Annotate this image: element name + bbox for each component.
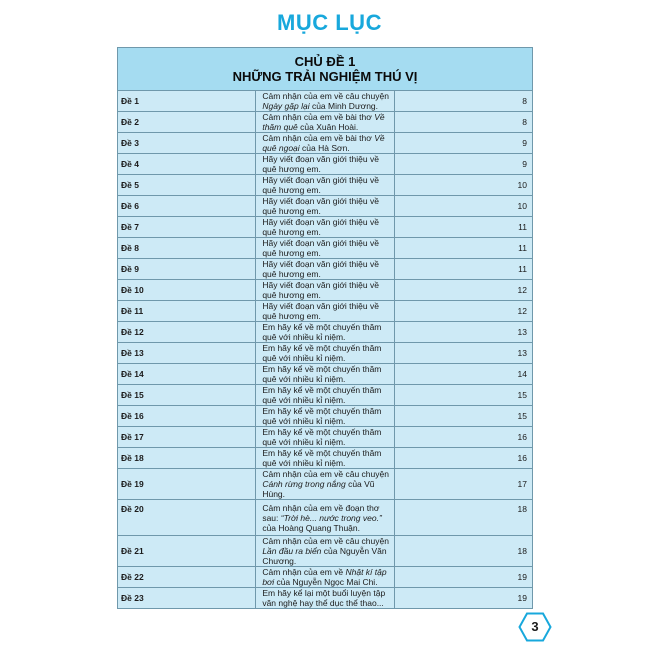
toc-row	[118, 280, 533, 301]
section-header-cell	[118, 48, 533, 91]
toc-row-number: Đề 1	[118, 91, 256, 112]
toc-row	[118, 406, 533, 427]
toc-row-title-pre: Cảm nhận của em về bài thơ	[262, 133, 375, 143]
toc-row-title	[256, 500, 394, 536]
toc-row-title	[256, 217, 394, 238]
toc-row-title-pre: Em hãy kể lại một buổi luyện tập văn nghệ hay thể dục thể thao...	[262, 588, 386, 608]
toc-row-title-pre: Cảm nhận của em về câu chuyện	[262, 536, 389, 546]
toc-row-number: Đề 8	[118, 238, 256, 259]
toc-row	[118, 364, 533, 385]
toc-row	[118, 322, 533, 343]
section-header	[118, 48, 533, 91]
toc-row-number: Đề 5	[118, 175, 256, 196]
toc-row-page: 19	[394, 567, 532, 588]
toc-row-title	[256, 154, 394, 175]
page-number-badge	[518, 612, 552, 642]
toc-row-title-post: của Hoàng Quang Thuận.	[262, 522, 360, 533]
toc-row-title-post: của Vũ Hùng.	[262, 479, 375, 499]
toc-row	[118, 448, 533, 469]
toc-row-title	[256, 469, 394, 500]
toc-row-number: Đề 12	[118, 322, 256, 343]
toc-row-page: 11	[394, 238, 532, 259]
toc-row-title	[256, 406, 394, 427]
toc-row-title-it: Ngày gặp lại	[262, 101, 310, 111]
toc-row-title	[256, 301, 394, 322]
section-title: NHỮNG TRẢI NGHIỆM THÚ VỊ	[232, 69, 418, 84]
toc-row-title-pre: Hãy viết đoạn văn giới thiệu về quê hương em.	[262, 301, 379, 321]
toc-row-title-post: của Minh Dương.	[309, 101, 379, 111]
toc-row-title-pre: Em hãy kể về một chuyến thăm quê với nhiều kỉ niệm.	[262, 427, 382, 447]
page-title: MỤC LỤC	[277, 10, 382, 35]
toc-row-title	[256, 588, 394, 609]
toc-row-number: Đề 15	[118, 385, 256, 406]
toc-row	[118, 427, 533, 448]
toc-row-number: Đề 17	[118, 427, 256, 448]
toc-row-title-post: của Xuân Hoài.	[297, 122, 359, 132]
toc-row-number: Đề 10	[118, 280, 256, 301]
toc-row-title	[256, 196, 394, 217]
toc-row-number: Đề 11	[118, 301, 256, 322]
toc-row-title-it: Về quê ngoại	[262, 133, 385, 153]
toc-row-title	[256, 385, 394, 406]
toc-row	[118, 196, 533, 217]
toc-row-title	[256, 364, 394, 385]
toc-row-title-post: của Nguyễn Ngọc Mai Chi.	[274, 577, 378, 587]
toc-row-title	[256, 259, 394, 280]
toc-row-title-post: của Hà Sơn.	[299, 143, 350, 153]
table-of-contents	[117, 47, 533, 609]
toc-row-title-pre: Em hãy kể về một chuyến thăm quê với nhiều kỉ niệm.	[262, 385, 382, 405]
toc-row-number: Đề 19	[118, 469, 256, 500]
toc-row-page: 12	[394, 301, 532, 322]
toc-row-title-it: Về thăm quê	[262, 112, 385, 132]
toc-row	[118, 133, 533, 154]
toc-row-title-pre: Cảm nhận của em về câu chuyện	[262, 469, 389, 479]
toc-row-title	[256, 343, 394, 364]
toc-row-number: Đề 21	[118, 536, 256, 567]
toc-row-number: Đề 22	[118, 567, 256, 588]
toc-row-title	[256, 91, 394, 112]
toc-row-number: Đề 14	[118, 364, 256, 385]
toc-row-number: Đề 2	[118, 112, 256, 133]
toc-row	[118, 217, 533, 238]
toc-row	[118, 175, 533, 196]
toc-row-title-pre: Cảm nhận của em về bài thơ	[262, 112, 375, 122]
toc-row	[118, 500, 533, 536]
toc-row-page: 9	[394, 133, 532, 154]
toc-row	[118, 238, 533, 259]
toc-row	[118, 343, 533, 364]
toc-row-page: 17	[394, 469, 532, 500]
toc-row-title-pre: Cảm nhận của em về	[262, 567, 346, 577]
toc-row-page: 12	[394, 280, 532, 301]
toc-row-title	[256, 280, 394, 301]
toc-row-page: 16	[394, 427, 532, 448]
toc-row-page: 11	[394, 217, 532, 238]
toc-row-title-it: Nhật kí tập bơi	[262, 567, 387, 587]
toc-row	[118, 301, 533, 322]
toc-row-title-it: Cánh rừng trong nắng	[262, 479, 346, 489]
toc-row-page: 13	[394, 343, 532, 364]
toc-row	[118, 154, 533, 175]
toc-row-page: 9	[394, 154, 532, 175]
toc-row	[118, 112, 533, 133]
toc-row-title-pre: Hãy viết đoạn văn giới thiệu về quê hương em.	[262, 259, 379, 279]
toc-row	[118, 567, 533, 588]
toc-row-title-pre: Hãy viết đoạn văn giới thiệu về quê hương em.	[262, 238, 379, 258]
toc-row-title-it: “Trời hè... nước trong veo.”	[280, 512, 382, 523]
toc-row	[118, 91, 533, 112]
toc-row-title-pre: Cảm nhận của em về đoạn thơ sau:	[262, 502, 380, 523]
toc-row-title	[256, 567, 394, 588]
toc-row-title-pre: Em hãy kể về một chuyến thăm quê với nhiều kỉ niệm.	[262, 406, 382, 426]
toc-row-number: Đề 4	[118, 154, 256, 175]
toc-row-title	[256, 322, 394, 343]
toc-row-number: Đề 13	[118, 343, 256, 364]
toc-row-title-pre: Em hãy kể về một chuyến thăm quê với nhiều kỉ niệm.	[262, 448, 382, 468]
toc-row-title	[256, 238, 394, 259]
toc-row-title-pre: Cảm nhận của em về câu chuyện	[262, 91, 389, 101]
toc-row-title-pre: Hãy viết đoạn văn giới thiệu về quê hương em.	[262, 217, 379, 237]
toc-row-title	[256, 133, 394, 154]
toc-row-number: Đề 7	[118, 217, 256, 238]
toc-row-page: 8	[394, 91, 532, 112]
toc-row-page: 10	[394, 196, 532, 217]
toc-row-title-pre: Hãy viết đoạn văn giới thiệu về quê hương em.	[262, 175, 379, 195]
toc-row-title-pre: Hãy viết đoạn văn giới thiệu về quê hương em.	[262, 154, 379, 174]
toc-row-page: 14	[394, 364, 532, 385]
toc-row-page: 11	[394, 259, 532, 280]
toc-row-title	[256, 536, 394, 567]
section-number: CHỦ ĐỀ 1	[294, 54, 356, 69]
toc-row-page: 8	[394, 112, 532, 133]
toc-row-page: 13	[394, 322, 532, 343]
toc-row-page: 19	[394, 588, 532, 609]
toc-row-title-pre: Em hãy kể về một chuyến thăm quê với nhiều kỉ niệm.	[262, 364, 382, 384]
toc-row-title-post: của Nguyễn Văn Chương.	[262, 546, 387, 566]
toc-row-title-pre: Hãy viết đoạn văn giới thiệu về quê hương em.	[262, 196, 379, 216]
toc-row-number: Đề 16	[118, 406, 256, 427]
toc-row-title	[256, 448, 394, 469]
toc-row	[118, 536, 533, 567]
toc-row-title	[256, 427, 394, 448]
toc-row-page: 18	[394, 536, 532, 567]
toc-row-title-it: Lần đầu ra biển	[262, 546, 322, 556]
toc-row-title-pre: Hãy viết đoạn văn giới thiệu về quê hương em.	[262, 280, 379, 300]
toc-row	[118, 259, 533, 280]
toc-row-page: 10	[394, 175, 532, 196]
toc-row-title	[256, 112, 394, 133]
toc-row-number: Đề 23	[118, 588, 256, 609]
toc-row	[118, 385, 533, 406]
toc-row	[118, 588, 533, 609]
toc-row-number: Đề 9	[118, 259, 256, 280]
toc-row-number: Đề 6	[118, 196, 256, 217]
toc-row-title	[256, 175, 394, 196]
toc-row-number: Đề 3	[118, 133, 256, 154]
toc-row-page: 15	[394, 406, 532, 427]
toc-row-number: Đề 18	[118, 448, 256, 469]
toc-row-page: 15	[394, 385, 532, 406]
toc-row-page: 18	[394, 500, 532, 536]
toc-row-title-pre: Em hãy kể về một chuyến thăm quê với nhiều kỉ niệm.	[262, 322, 382, 342]
toc-row-title-pre: Em hãy kể về một chuyến thăm quê với nhiều kỉ niệm.	[262, 343, 382, 363]
toc-row-number: Đề 20	[118, 500, 256, 536]
toc-row	[118, 469, 533, 500]
page-number: 3	[531, 619, 539, 634]
toc-row-page: 16	[394, 448, 532, 469]
